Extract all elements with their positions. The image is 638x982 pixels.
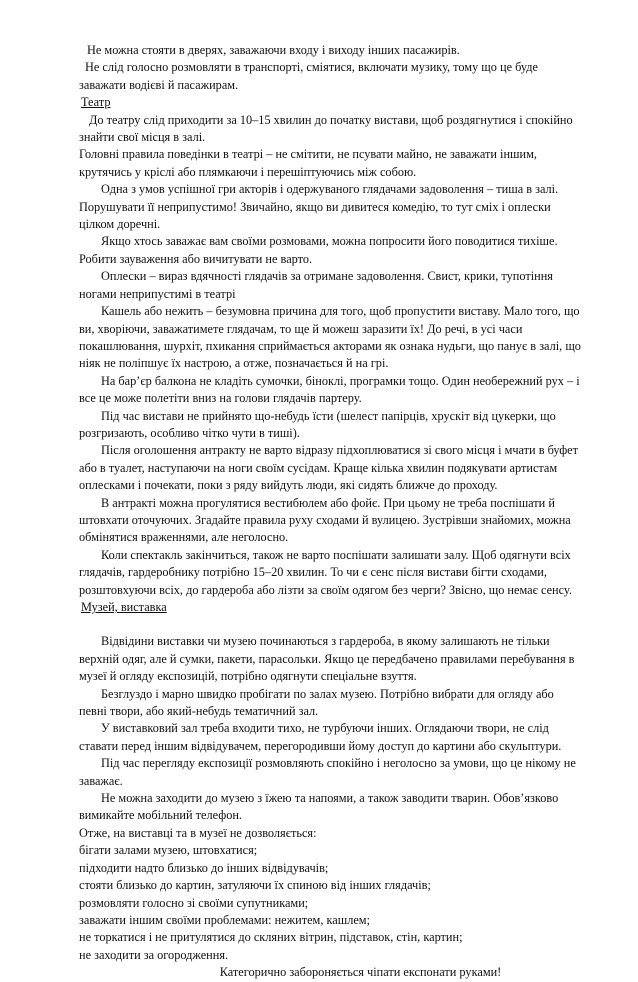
paragraph: В антракті можна прогулятися вестибюлем або фойє. При цьому не треба поспішати й штовхати оточуючих. Згадайте правила руху сходами й вулицею. Зустрівши знайомих, можна обмінятися враженнями, але неголосно. — [79, 495, 571, 545]
paragraph: Якщо хтось заважає вам своїми розмовами, можна попросити його поводитися тихіше. Робити зауваження або вичитувати не варто. — [79, 234, 558, 266]
paragraph: Безглуздо і марно швидко пробігати по залах музею. Потрібно вибрати для огляду або певні твори, або який-небудь тематичний зал. — [79, 686, 554, 719]
paragraph: Не можна стояти в дверях, заважаючи входу і виходу інших пасажирів. — [87, 43, 460, 57]
list-item: розмовляти голосно зі своїми супутниками; — [79, 895, 309, 910]
paragraph: Не можна заходити до музею з їжею та напоями, а також заводити тварин. Обов’язково вимикайте мобільний телефон. — [79, 791, 559, 823]
list-intro: Отже, на виставці та в музеї не дозволяється: — [79, 825, 317, 840]
paragraph: Одна з умов успішної гри акторів і одержуваного глядачами задоволення – тиша в залі. Порушувати її неприпустимо! Звичайно, якщо ви дивитеся комедію, то тут сміх і оплески цілком доречні. — [79, 182, 559, 232]
list-item: заважати іншим своїми проблемами: нежитем, кашлем; — [79, 912, 370, 927]
paragraph: Оплески – вираз вдячності глядачів за отримане задоволення. Свист, крики, тупотіння ногами неприпустимі в театрі — [79, 269, 553, 301]
list-item: не заходити за огородження. — [79, 947, 229, 962]
paragraph: До театру слід приходити за 10–15 хвилин до початку вистави, щоб роздягнутися і спокійно знайти свої місця в залі. — [79, 112, 573, 145]
spacer — [79, 616, 582, 633]
section-heading-theatre: Театр — [81, 95, 111, 110]
list-item: стояти близько до картин, затуляючи їх спиною від інших глядачів; — [79, 878, 431, 893]
paragraph: Під час вистави не прийнято що-небудь їсти (шелест папірців, хрускіт від цукерки, що розгризають, особливо чітко чути в тиші). — [79, 408, 556, 440]
paragraph: Не слід голосно розмовляти в транспорті, сміятися, включати музику, тому що це буде заважати водієві й пасажирам. — [79, 60, 538, 92]
paragraph: Відвідини виставки чи музею починаються з гардероба, в якому залишають не тільки верхній одяг, але й сумки, пакети, парасольки. Якщо це передбачено правилами перебування в музеї й огляду експозицій, потрібно одягнути спеціальне взуття. — [79, 634, 575, 684]
list-item: бігати залами музею, штовхатися; — [79, 843, 258, 858]
paragraph: Кашель або нежить – безумовна причина для того, щоб пропустити виставу. Мало того, що ви, хворіючи, заважатимете глядачам, то ще й можеш заразити їх! До речі, в усі часи покашлювання, шурхіт, пхикання сприймається акторами як ознака нудьги, що панує в залі, що ніяк не поліпшує їх настрою, а отже, позначається й на грі. — [79, 304, 581, 371]
paragraph: Головні правила поведінки в театрі – не смітити, не псувати майно, не заважати іншим, крутячись у кріслі або плямкаючи і перешіптуючись між собою. — [79, 147, 537, 179]
paragraph: Під час перегляду експозиції розмовляють спокійно і неголосно за умови, що це нікому не заважає. — [79, 756, 576, 788]
closing-statement: Категорично забороняється чіпати експонати руками! — [219, 965, 502, 980]
paragraph: На бар’єр балкона не кладіть сумочки, біноклі, програмки тощо. Один необережний рух – і все це може полетіти вниз на голови глядачів партеру. — [79, 373, 580, 406]
list-item: підходити надто близько до інших відвідувачів; — [79, 860, 329, 875]
paragraph: Після оголошення антракту не варто відразу підхоплюватися зі свого місця і мчати в буфет або в туалет, наступаючи на ноги своїм сусідам. Краще кілька хвилин подякувати артистам оплесками і почекати, поки з ряду вийдуть люди, які сидять ближче до проходу. — [79, 443, 579, 493]
paragraph: У виставковий зал треба входити тихо, не турбуючи інших. Оглядаючи твори, не слід ставати перед іншим відвідувачем, перегородивши йому доступ до картини або скульптури. — [79, 721, 562, 753]
paragraph: Коли спектакль закінчиться, також не варто поспішати залишати залу. Щоб одягнути всіх глядачів, гардеробнику потрібно 15–20 хвилин. То чи є сенс після вистави бігти сходами, розштовхуючи всіх, до гардероба або лізти за своїм одягом без черги? Звісно, що немає сенсу. — [79, 547, 572, 597]
section-heading-museum: Музей, виставка — [81, 600, 167, 614]
list-item: не торкатися і не притулятися до скляних вітрин, підставок, стін, картин; — [79, 930, 463, 945]
